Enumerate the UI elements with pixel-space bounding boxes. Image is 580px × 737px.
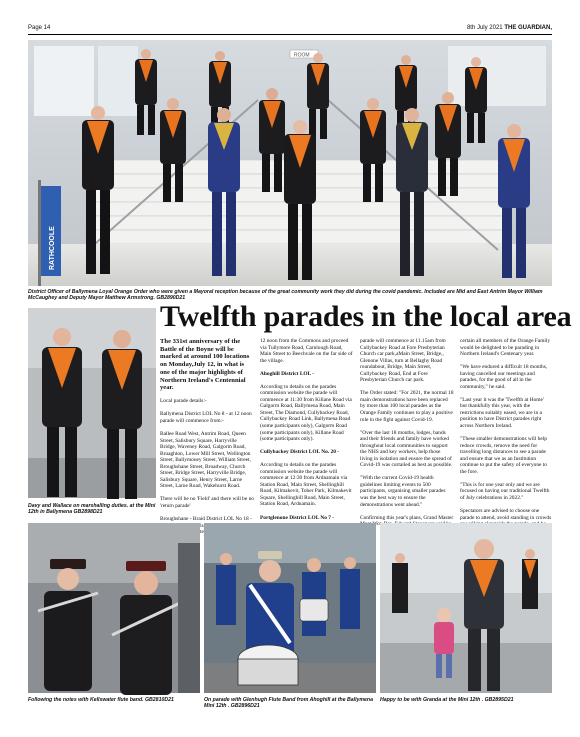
article-paragraph: According to details on the parades commission website the parade will commence at 12:30 from Ardnamain via Station Road, Main Street, Shellinghill Road, Kilmakevit, Tober Park, Kilmakevit Square, Shellinghill Road, Main Street, Station Road, Ardnamain. [260,462,352,508]
article-column-1 [160,338,255,523]
article-column-3 [360,338,454,528]
page-date-line [467,25,552,31]
article-paragraph: According to details on the parades commission website the parade will commence at 11:30 from Killane Road via Galgorm Road, Ballymena Road, Main Street, The Diamond, Cullybackey Road, Cullybackey Road Link, Ballymena Road (some participants only), Galgorm Road (some participants only), Killane Road (some participants only). [260,383,352,443]
article-paragraph: Confirming this year's plans, Grand Master Wor. [360,514,454,528]
article-column-2 [260,338,354,521]
article-paragraph: parade will commence at 11.15am from Cullybackey Road at Fore Presbyterian Church car park,aMain Street, Bridge,, Glenone Villas, turn at Bellaghy Road roundabout, Bridge, Main Street, Cullybackey Road, End at Fore Presbyterian Church car park. [360,338,446,384]
article-paragraph: Ballee Road West, Antrim Road, Queen Street, Salisbury Square, Harryville Bridge, Waveney Road, Galgorm Road, Bruaghton, Lower Mill Street, Wellington Street, Ballymoney Street, William Street, Broughshane Street, Broadway, Church Street, Bridge Street, Harryville Bridge, Salisbury Square, Henry Street, Larne Street, Larne Road, Wakehurst Road. [160,431,251,490]
top-photo-caption: District Officer of Ballymena Loyal Orange Order who were given a Mayoral reception because of the great community work they did during the covid pandemic. Included are Mid and East Antrim Mayor William McCaughey and Deputy Mayor Matthew Armstrong. GB2890D21 [28,289,543,302]
article-column-4 [460,338,552,521]
article-headline: Twelfth parades in the local area [160,300,572,333]
banner-text: RATHCOOLE [49,226,56,270]
article-paragraph: Spectators are advised to choose one parade to attend, avoid standing in crowds [460,507,552,521]
bottom-right-photo [380,523,552,693]
article-paragraph: "These smaller demonstrations will help reduce crowds, remove the need for travelling long distances to see a parade and ensure that we as an Institution continue to put the safety of everyone to the fore. [460,436,547,475]
bottom-middle-photo-caption: On parade with Glenhugh Flute Band from Ahoghill at the Ballymena Mini 12th . GB2896D21 [204,697,373,710]
page-number: Page 14 [28,25,51,31]
bottom-middle-photo [204,523,376,693]
newspaper-name: THE GUARDIAN, [504,25,552,31]
article-paragraph: The Order stated: "For 2021, the normal 18 main demonstrations have been replaced by more than 100 local parades as the Orange Family continues to play a positive role in the fight against Covid-19. [360,390,454,423]
issue-date: 8th July 2021 [466,25,503,31]
header-rule [28,34,552,35]
article-paragraph: "This is for one year only and we are focused on having our traditional Twelfth of July celebrations in 2022." [460,481,550,501]
article-paragraph: There will be no 'Field' and there will be no 'return parade' [160,496,255,510]
bottom-left-photo [28,523,200,693]
article-paragraph: Ballymena District LOL No 8 - at 12 noon parade will commence from:- [160,411,252,425]
article-paragraph: "Last year it was the 'Twelfth at Home' but thankfully this year, with the restrictions suitably eased, we are in a position to have District parades right across Northern Ireland. [460,396,544,430]
article-paragraph: certain all members of the Orange Family would be delighted to be parading in Northern Ireland's Centenary year. [460,338,551,358]
article-paragraph: Cullybackey District LOL No. 20 - [260,449,340,456]
left-photo-caption: Davy and Wallace on marshalling duties. at the Mini 12th in Ballymena GB2898D21 [28,503,156,516]
top-photo [28,40,552,286]
article-paragraph: Ahoghill District LOL - [260,370,315,377]
bottom-right-photo-caption: Happy to be with Granda at the Mini 12th . GB2895D21 [380,697,514,703]
article-paragraph: "With the current Covid-19 health guidelines limiting events to 500 participants, organising smaller parades was the best way to ensure the demonstrations went ahead." [360,475,446,508]
article-paragraph: Local parade details:- [160,398,207,405]
article-paragraph: 12 noon from the Commons and proceed via Tullymore Road, Carnlough Road, Main Street to Beechvale on the far side of the village. [260,338,353,364]
bottom-left-photo-caption: Following the notes with Kellswater flute band. GB2810D21 [28,697,174,703]
article-paragraph: The 331st anniversary of the Battle of the Boyne will be marked at around 100 locations on Monday,July 12, in what is one of the major highlights of Northern Ireland's Centennial year. [160,338,250,392]
article-paragraph: "Over the last 18 months, lodges, bands and their friends and family have worked throughout local communities to support the NHS and key workers, help those living in isolation and ensure the spread of Covid-19 was curtailed as best as possible. [360,429,453,469]
building-sign: ROOM [294,52,310,59]
article-paragraph: "We have endured a difficult 18 months, having cancelled our meetings and parades, for the good of all in the community," he said. [460,364,548,390]
left-photo [28,308,156,498]
article-paragraph: Portglenone District LOL No 7 - [260,514,335,521]
article-paragraph: Broughshane - Braid District LOL No 18 - [160,516,252,523]
